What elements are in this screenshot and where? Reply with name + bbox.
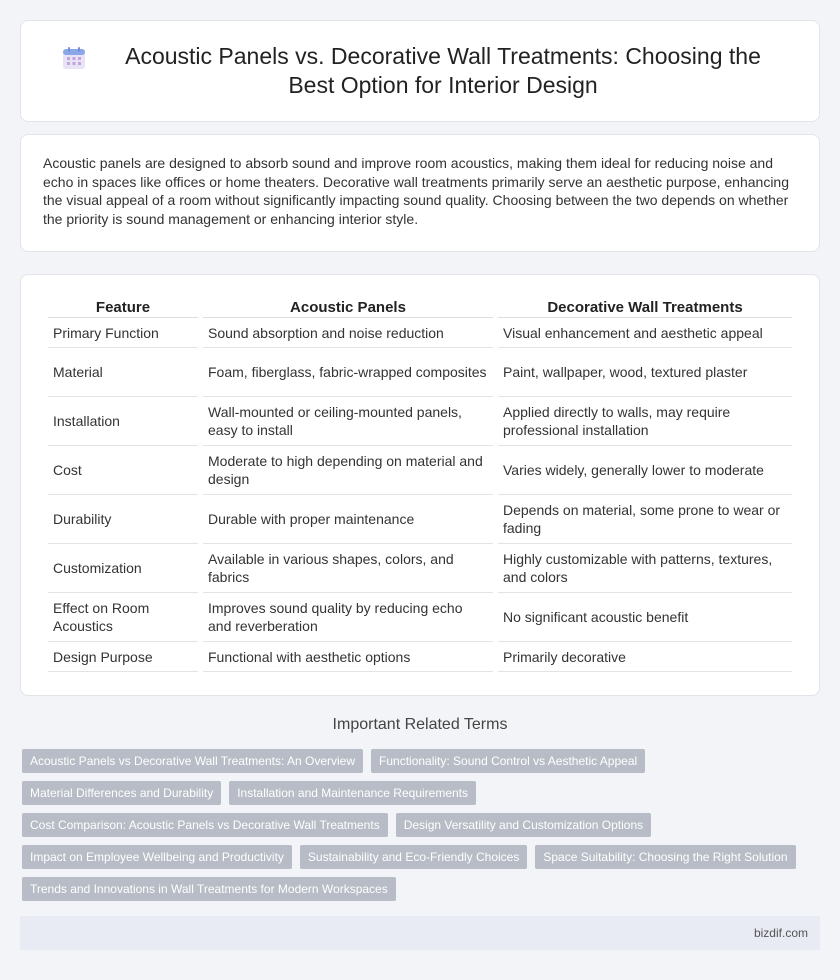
table-cell: Installation bbox=[48, 397, 198, 446]
calendar-icon bbox=[61, 45, 87, 71]
table-cell: Moderate to high depending on material and design bbox=[203, 446, 493, 495]
related-term-tag[interactable]: Acoustic Panels vs Decorative Wall Treatments: An Overview bbox=[22, 749, 363, 773]
related-term-tag[interactable]: Cost Comparison: Acoustic Panels vs Decorative Wall Treatments bbox=[22, 813, 388, 837]
table-cell: Visual enhancement and aesthetic appeal bbox=[498, 318, 792, 348]
table-cell: Design Purpose bbox=[48, 642, 198, 672]
footer-site-link[interactable]: bizdif.com bbox=[753, 926, 808, 940]
table-cell: Effect on Room Acoustics bbox=[48, 593, 198, 642]
summary-card bbox=[20, 134, 820, 252]
table-cell: Customization bbox=[48, 544, 198, 593]
title-card bbox=[20, 20, 820, 122]
related-term-tag[interactable]: Trends and Innovations in Wall Treatments for Modern Workspaces bbox=[22, 877, 396, 901]
table-row bbox=[48, 495, 792, 544]
table-row bbox=[48, 642, 792, 672]
table-cell: Durable with proper maintenance bbox=[203, 495, 493, 544]
related-term-tag[interactable]: Impact on Employee Wellbeing and Productivity bbox=[22, 845, 292, 869]
table-cell: Applied directly to walls, may require professional installation bbox=[498, 397, 792, 446]
table-cell: Foam, fiberglass, fabric-wrapped composites bbox=[203, 348, 493, 397]
footer bbox=[20, 916, 820, 950]
table-cell: Available in various shapes, colors, and fabrics bbox=[203, 544, 493, 593]
related-term-tag[interactable]: Space Suitability: Choosing the Right Solution bbox=[535, 845, 795, 869]
table-cell: Sound absorption and noise reduction bbox=[203, 318, 493, 348]
table-cell: Wall-mounted or ceiling-mounted panels, easy to install bbox=[203, 397, 493, 446]
table-row bbox=[48, 593, 792, 642]
table-row bbox=[48, 397, 792, 446]
header-feature: Feature bbox=[48, 293, 198, 318]
table-cell: Primarily decorative bbox=[498, 642, 792, 672]
comparison-table bbox=[43, 293, 797, 672]
related-term-tag[interactable]: Material Differences and Durability bbox=[22, 781, 221, 805]
table-cell: Varies widely, generally lower to moderate bbox=[498, 446, 792, 495]
related-term-tag[interactable]: Functionality: Sound Control vs Aesthetic Appeal bbox=[371, 749, 645, 773]
table-cell: Primary Function bbox=[48, 318, 198, 348]
comparison-table-card bbox=[20, 274, 820, 696]
table-cell: Highly customizable with patterns, textures, and colors bbox=[498, 544, 792, 593]
related-term-tag[interactable]: Design Versatility and Customization Options bbox=[396, 813, 651, 837]
related-terms-list bbox=[22, 749, 822, 901]
related-terms-heading: Important Related Terms bbox=[332, 716, 508, 733]
page-title: Acoustic Panels vs. Decorative Wall Treatments: Choosing the Best Option for Interior Design bbox=[125, 43, 761, 98]
table-cell: Improves sound quality by reducing echo and reverberation bbox=[203, 593, 493, 642]
table-header-row bbox=[48, 293, 792, 318]
table-row bbox=[48, 446, 792, 495]
header-acoustic-panels: Acoustic Panels bbox=[203, 293, 493, 318]
table-cell: Paint, wallpaper, wood, textured plaster bbox=[498, 348, 792, 397]
summary-text: Acoustic panels are designed to absorb sound and improve room acoustics, making them ideal for reducing noise and echo in spaces like offices or home theaters. Decorative wall treatments primarily serve an aesthetic purpose, enhancing the visual appeal of a room without significantly impacting sound quality. Choosing between the two depends on whether the priority is sound management or enhancing interior style. bbox=[43, 155, 790, 227]
table-row bbox=[48, 544, 792, 593]
table-cell: Functional with aesthetic options bbox=[203, 642, 493, 672]
table-row bbox=[48, 318, 792, 348]
table-cell: Material bbox=[48, 348, 198, 397]
table-cell: Cost bbox=[48, 446, 198, 495]
related-term-tag[interactable]: Installation and Maintenance Requirements bbox=[229, 781, 476, 805]
table-cell: No significant acoustic benefit bbox=[498, 593, 792, 642]
table-cell: Depends on material, some prone to wear or fading bbox=[498, 495, 792, 544]
table-cell: Durability bbox=[48, 495, 198, 544]
table-row bbox=[48, 348, 792, 397]
related-term-tag[interactable]: Sustainability and Eco-Friendly Choices bbox=[300, 845, 527, 869]
header-decorative-wall-treatments: Decorative Wall Treatments bbox=[498, 293, 792, 318]
title-wrap bbox=[21, 42, 819, 100]
